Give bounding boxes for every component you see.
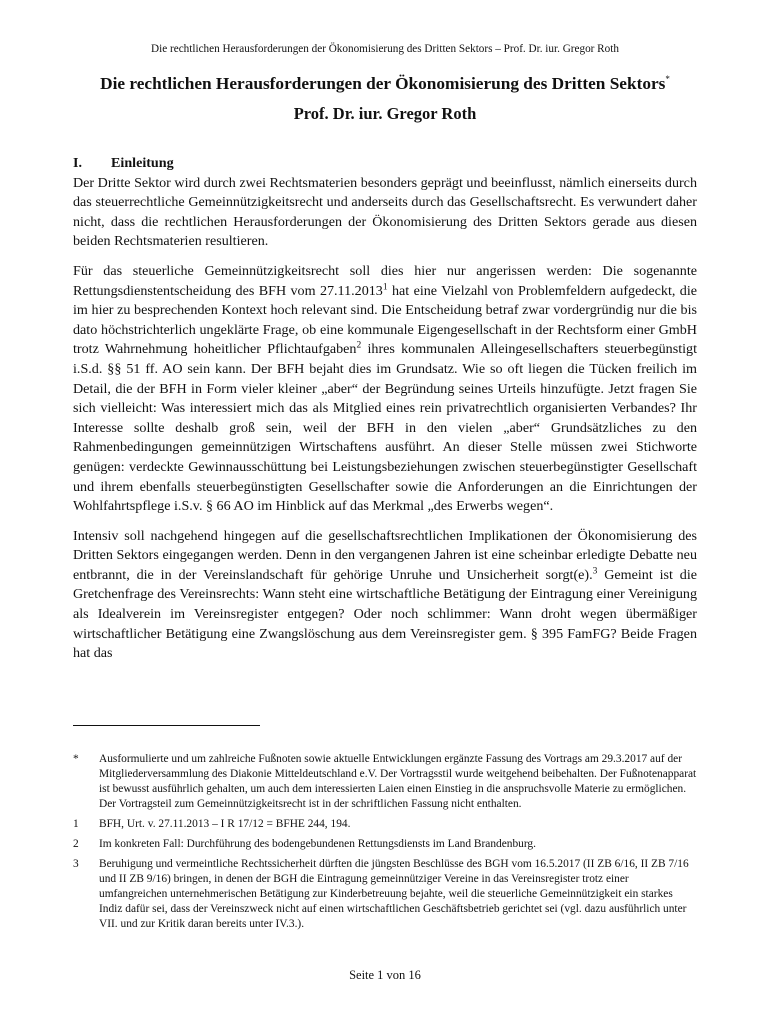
document-title [0,74,770,94]
footnote [73,837,697,852]
footnote-mark: * [73,753,79,765]
footnote [73,752,697,812]
footnote-text: Ausformulierte und um zahlreiche Fußnoten sowie aktuelle Entwicklungen ergänzte Fassung des Vortrags am 29.3.2017 auf der Mitgliederversammlung des Diakonie Mitteldeutschland e.V. Der Vortragsstil wurde weitgehend beibehalten. Der Fußnotenapparat ist bewusst ausführlich gehalten, um auch dem interessierten Laien einen Einstieg in die anspruchsvolle Materie zu ermöglichen. Der Vortragsteil zum Gemeinnützigkeitsrecht ist in der schriftlichen Fassung nicht enthalten. [99,753,697,810]
footnote [73,857,697,932]
footnote [73,817,697,832]
section-number: I. [73,155,83,171]
footnote-ref-1[interactable]: 1 [382,281,388,292]
paragraph-3 [73,527,697,664]
footnote-ref-3[interactable]: 3 [592,566,598,577]
document-author: Prof. Dr. iur. Gregor Roth [293,104,477,123]
paragraph-1: Der Dritte Sektor wird durch zwei Rechtsmaterien besonders geprägt und beeinflusst, nämlich einerseits durch das steuerrechtliche Gemeinnützigkeitsrecht und anderseits durch das Gesellschaftsrecht. Es verwundert daher nicht, dass die rechtlichen Herausforderungen der Ökonomisierung des Dritten Sektors gerade aus diesen beiden Rechtsmaterien resultieren. [73,174,697,250]
paragraph-2-part-a: Für das steuerliche Gemeinnützigkeitsrecht soll dies hier nur angerissen werden: Die sogenannte Rettungsdienstentscheidung des BFH vom 27.11.2013 [73,262,697,299]
section-title: Einleitung [111,155,174,171]
footnote-separator [73,725,260,726]
footnote-mark: 3 [73,858,79,870]
document-title-text: Die rechtlichen Herausforderungen der Ökonomisierung des Dritten Sektors [100,74,666,93]
paragraph-3-part-a: Intensiv soll nachgehend hingegen auf die gesellschaftsrechtlichen Implikationen der Ökonomisierung des Dritten Sektors eingegangen werden. Denn in den vergangenen Jahren ist eine scheinbar erledigte Debatte neu entbrannt, die in der Vereinslandschaft für gehörige Unruhe und Unsicherheit sorgt(e). [73,527,697,583]
paragraph-2-part-c: ihres kommunalen Alleingesellschafters steuerbegünstigt i.S.d. §§ 51 ff. AO sein kann. Der BFH bejaht dies im Grundsatz. Wie so oft liegen die Tücken freilich im Detail, die der BFH in Form vieler kleiner „aber“ der Begründung seines Urteils hinzufügte. Jetzt fragen Sie sich vielleicht: Was interessiert mich das als Mitglied eines rein privatrechtlich organisierten Verbandes? Ihr Interesse sollte deshalb groß sein, weil der BFH in den vielen „aber“ Grundsätzliches zu den Rahmenbedingungen gemeinnützigen Wirtschaftens ausführt. An dieser Stelle müssen zwei Stichworte genügen: verdeckte Gewinnausschüttung bei Leistungsbeziehungen zwischen steuerbegünstigter Gesellschaft und ihrem ebenfalls steuerbegünstigten Gesellschafter sowie die Anforderungen an die Einrichtungen der Wohlfahrtspflege i.S.v. § 66 AO im Hinblick auf das Merkmal „des Erwerbs wegen“. [73,341,697,515]
page-number: Seite 1 von 16 [349,968,421,982]
footnote-mark: 1 [73,818,79,830]
running-header: Die rechtlichen Herausforderungen der Ökonomisierung des Dritten Sektors – Prof. Dr. iur. Gregor Roth [151,43,619,55]
paragraph-3-part-b: Gemeint ist die Gretchenfrage des Vereinsrechts: Wann steht eine wirtschaftliche Betätigung der Eintragung einer Vereinigung als Idealverein im Vereinsregister entgegen? Oder noch schlimmer: Wann droht wegen übermäßiger wirtschaftlicher Betätigung eine Zwangslöschung aus dem Vereinsregister gem. § 395 FamFG? Beide Fragen hat das [73,566,697,662]
footnote-text: BFH, Urt. v. 27.11.2013 – I R 17/12 = BFHE 244, 194. [99,818,351,830]
paragraph-2-part-b: hat eine Vielzahl von Problemfeldern aufgedeckt, die im hier zu besprechenden Kontext hoch relevant sind. Die Entscheidung betraf zwar vordergründig nur die bis dato höchstrichterlich ungeklärte Frage, ob eine kommunale Eigengesellschaft in der Rechtsform einer GmbH trotz Wahrnehmung hoheitlicher Pflichtaufgaben [73,282,697,358]
footnote-text: Beruhigung und vermeintliche Rechtssicherheit dürften die jüngsten Beschlüsse des BGH vom 16.5.2017 (II ZB 6/16, II ZB 7/16 und II ZB 9/16) bringen, in denen der BGH die Eintragung gemeinnütziger Vereine in das Vereinsregister trotz einer umfangreichen unternehmerischen Betätigung zur Kinderbetreuung bejahte, weil die steuerliche Gemeinnützigkeit ein starkes Indiz dafür sei, dass der Vereinszweck nicht auf einen wirtschaftlichen Geschäftsbetrieb gerichtet sei (vgl. dazu ausführlich unter VII. und zur Kritik daran bereits unter IV.3.). [99,858,689,930]
section-heading [73,154,697,174]
footnotes [73,752,697,937]
title-footnote-mark[interactable]: * [665,74,670,85]
footnote-mark: 2 [73,838,79,850]
footnote-ref-2[interactable]: 2 [356,340,362,351]
document-body [73,154,697,674]
paragraph-2 [73,262,697,517]
footnote-text: Im konkreten Fall: Durchführung des bodengebundenen Rettungsdiensts im Land Brandenburg. [99,838,536,850]
